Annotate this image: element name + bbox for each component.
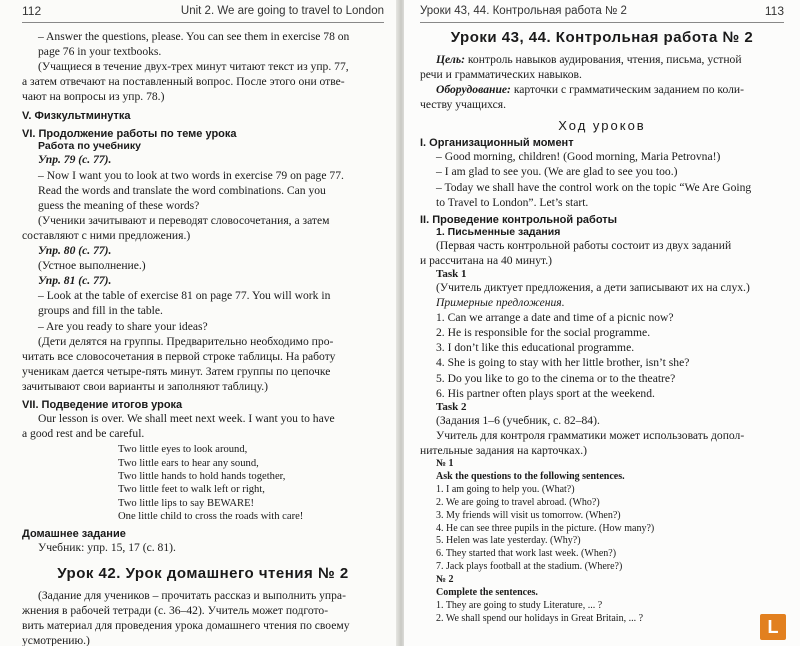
text-line: a good rest and be careful.: [22, 427, 145, 441]
text-line: – I am glad to see you. (We are glad to see you too.): [436, 165, 678, 179]
task-1-heading: Task 1: [436, 267, 467, 280]
section-heading-5: V. Физкультминутка: [22, 110, 131, 123]
text-line: а затем отвечают на поставленный вопрос. После этого они отве-: [22, 75, 345, 89]
text-line: вить материал для проведения урока домашнего чтения по своему: [22, 618, 350, 632]
exercise-81-label: Упр. 81 (с. 77).: [38, 274, 112, 288]
text-line: – Are you ready to share your ideas?: [38, 319, 208, 333]
subsection-textbook: Работа по учебнику: [38, 140, 141, 153]
card-item: 2. We shall spend our holidays in Great Britain, ... ?: [436, 612, 644, 624]
left-running-header: [22, 0, 384, 23]
section-heading-1: I. Организационный момент: [420, 137, 574, 150]
text-line: (Ученики зачитывают и переводят словосочетания, а затем: [38, 213, 330, 227]
exercise-79-label: Упр. 79 (с. 77).: [38, 153, 112, 167]
exercise-80-label: Упр. 80 (с. 77).: [38, 244, 112, 258]
sentence-item: 6. His partner often plays sport at the weekend.: [436, 386, 655, 400]
poem-line: One little child to cross the roads with care!: [118, 511, 304, 523]
text-line: ученикам дается четыре-пять минут. Затем группы по цепочке: [22, 364, 331, 378]
text-line: groups and fill in the table.: [38, 304, 163, 318]
task-1-note: (Учитель диктует предложения, а дети записывают их на слух.): [436, 280, 750, 294]
subsection-written-tasks: 1. Письменные задания: [436, 225, 561, 238]
text-line: Our lesson is over. We shall meet next week. I want you to have: [38, 411, 335, 425]
left-running-head: Unit 2. We are going to travel to London: [180, 5, 384, 17]
left-block-1: [22, 29, 384, 104]
right-running-head: Уроки 43, 44. Контрольная работа № 2: [420, 5, 627, 17]
card-1-number: № 1: [436, 457, 454, 469]
text-line: – Answer the questions, please. You can see them in exercise 78 on: [38, 30, 350, 43]
card-item: 3. My friends will visit us tomorrow. (When?): [436, 509, 621, 521]
text-line: (Задания 1–6 (учебник, с. 82–84).: [436, 413, 600, 427]
poem-line: Two little hands to hold hands together,: [118, 470, 286, 482]
poem-line: Two little ears to hear any sound,: [118, 457, 259, 469]
equipment-text: карточки с грамматическим заданием по коли-: [513, 83, 744, 97]
card-item: 2. We are going to travel abroad. (Who?): [436, 496, 600, 508]
card-2-number: № 2: [436, 574, 454, 586]
lesson-42-title: Урок 42. Урок домашнего чтения № 2: [57, 564, 349, 582]
poem: [22, 443, 384, 523]
text-line: Read the words and translate the word combinations. Can you: [38, 183, 326, 197]
goal-label: Цель:: [436, 53, 465, 66]
text-line: чают на вопросы из упр. 78.): [22, 90, 165, 104]
text-line: – Now I want you to look at two words in exercise 79 on page 77.: [38, 168, 344, 182]
text-line: guess the meaning of these words?: [38, 198, 200, 212]
left-page: [0, 0, 398, 646]
card-item: 7. Jack plays football at the stadium. (Where?): [436, 561, 623, 573]
text-line: (Устное выполнение.): [38, 259, 146, 273]
text-line: читать все словосочетания в первой строке таблицы. На работу: [22, 349, 336, 363]
text-line: усмотрению.): [22, 633, 90, 646]
text-line: – Look at the table of exercise 81 on page 77. You will work in: [38, 289, 331, 303]
text-line: (Первая часть контрольной работы состоит из двух заданий: [436, 238, 732, 252]
card-1-list: [420, 484, 784, 574]
sentence-item: 4. She is going to stay with her little brother, isn’t she?: [436, 356, 690, 370]
equipment-label: Оборудование:: [436, 83, 511, 97]
text-line: речи и грамматических навыков.: [420, 68, 582, 82]
section-heading-6: VI. Продолжение работы по теме урока: [22, 128, 237, 141]
goal-text: контроль навыков аудирования, чтения, письма, устной: [467, 53, 742, 66]
text-line: и рассчитана на 40 минут.): [420, 253, 552, 267]
text-line: зачитывают свои варианты и заполняют таблицу.): [22, 379, 268, 393]
section-heading-2: II. Проведение контрольной работы: [420, 213, 618, 226]
publisher-logo: L: [760, 614, 786, 640]
poem-line: Two little eyes to look around,: [118, 444, 248, 456]
text-line: составляют с ними предложения.): [22, 228, 191, 242]
text-line: (Задание для учеников – прочитать рассказ и выполнить упра-: [38, 588, 346, 602]
text-line: честву учащихся.: [420, 98, 506, 112]
text-line: нительные задания на карточках.): [420, 443, 588, 457]
section-heading-7: VII. Подведение итогов урока: [22, 398, 183, 411]
text-line: (Дети делятся на группы. Предварительно необходимо про-: [38, 334, 334, 348]
right-page: [404, 0, 800, 646]
right-page-number: 113: [764, 4, 784, 18]
sentence-item: 2. He is responsible for the social programme.: [436, 326, 651, 340]
sentence-item: 5. Do you like to go to the cinema or to the theatre?: [436, 371, 676, 385]
text-line: жнения в рабочей тетради (с. 36–42). Учитель может подгото-: [22, 603, 329, 617]
poem-line: Two little lips to say BEWARE!: [118, 497, 255, 509]
card-item: 5. Helen was late yesterday. (Why?): [436, 535, 581, 547]
right-running-header: [420, 0, 784, 23]
text-line: (Учащиеся в течение двух-трех минут читают текст из упр. 77,: [38, 60, 349, 74]
poem-line: Two little feet to walk left or right,: [118, 484, 265, 496]
lessons-43-44-title: Уроки 43, 44. Контрольная работа № 2: [450, 29, 754, 46]
text-line: – Good morning, children! (Good morning, Maria Petrovna!): [436, 150, 721, 164]
text-line: page 76 in your textbooks.: [38, 45, 162, 59]
course-title: Ход уроков: [558, 118, 646, 134]
card-2-list: [420, 600, 784, 626]
examples-label: Примерные предложения.: [436, 296, 565, 310]
card-item: 1. I am going to help you. (What?): [436, 483, 575, 495]
sentence-item: 3. I don’t like this educational programme.: [436, 341, 635, 355]
text-line: to Travel to London”. Let’s start.: [436, 195, 589, 209]
homework-heading: Домашнее задание: [22, 527, 126, 540]
homework-text: Учебник: упр. 15, 17 (с. 81).: [38, 540, 176, 554]
text-line: Учитель для контроля грамматики может использовать допол-: [436, 428, 745, 442]
sentence-item: 1. Can we arrange a date and time of a picnic now?: [436, 311, 674, 325]
left-page-number: 112: [22, 4, 42, 18]
task-2-heading: Task 2: [436, 400, 467, 413]
text-line: – Today we shall have the control work on the topic “We Are Going: [436, 180, 752, 194]
card-2-instruction: Complete the sentences.: [436, 587, 538, 599]
card-1-instruction: Ask the questions to the following sentences.: [436, 470, 625, 482]
card-item: 6. They started that work last week. (When?): [436, 548, 617, 560]
card-item: 4. He can see three pupils in the picture. (How many?): [436, 522, 655, 534]
card-item: 1. They are going to study Literature, ... ?: [436, 599, 603, 611]
